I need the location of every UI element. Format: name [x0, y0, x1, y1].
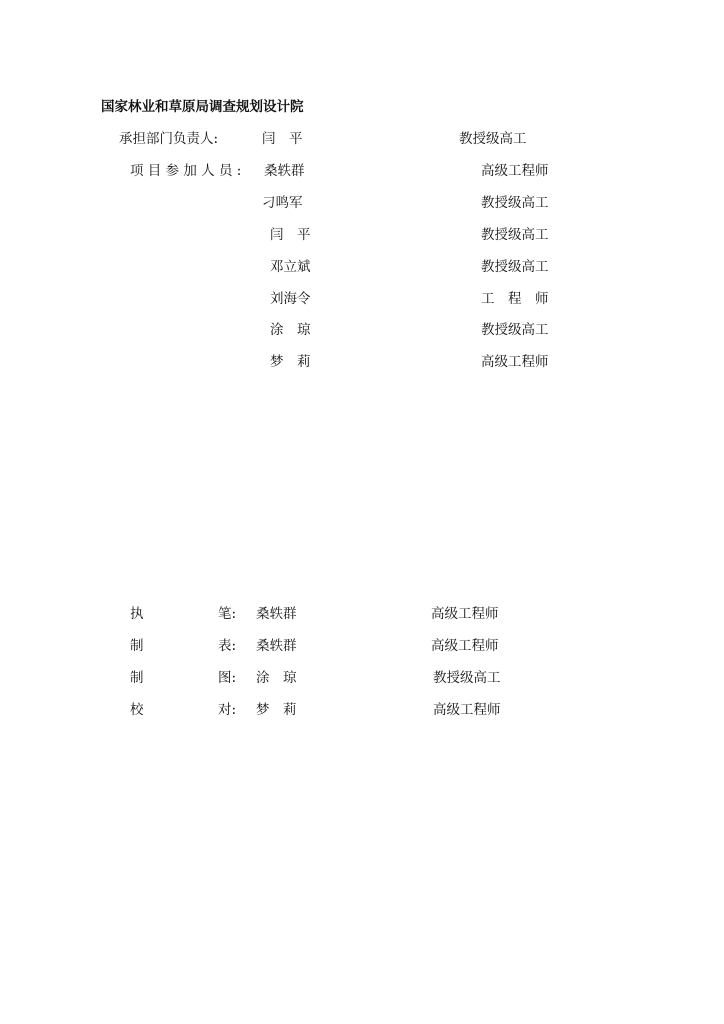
- credit-label-b: 笔:: [218, 606, 237, 622]
- participant-title: 高级工程师: [481, 163, 549, 179]
- participant-title: 教授级高工: [481, 227, 549, 243]
- participant-name: 涂 琼: [270, 322, 311, 338]
- participant-title: 教授级高工: [481, 195, 549, 211]
- credit-title: 教授级高工: [433, 670, 501, 686]
- institute-name: 国家林业和草原局调查规划设计院: [101, 99, 304, 115]
- credit-label-b: 表:: [218, 638, 237, 654]
- credit-title: 高级工程师: [433, 702, 501, 718]
- participant-name: 刁鸣军: [262, 195, 303, 211]
- participants-label: 项 目 参 加 人 员 :: [130, 163, 242, 179]
- credit-name: 梦 莉: [256, 702, 297, 718]
- participant-name: 闫 平: [270, 227, 311, 243]
- credit-title: 高级工程师: [431, 606, 499, 622]
- participant-name: 桑轶群: [264, 163, 305, 179]
- credit-label-a: 制: [130, 638, 144, 654]
- participant-title: 工 程 师: [481, 291, 549, 307]
- credit-label-a: 校: [130, 702, 144, 718]
- participant-name: 邓立斌: [270, 259, 311, 275]
- credit-label-a: 制: [130, 670, 144, 686]
- participant-title: 教授级高工: [481, 259, 549, 275]
- credit-name: 涂 琼: [256, 670, 297, 686]
- participant-title: 教授级高工: [481, 322, 549, 338]
- participant-name: 刘海令: [270, 291, 311, 307]
- head-label: 承担部门负责人:: [119, 131, 219, 147]
- head-title: 教授级高工: [459, 131, 527, 147]
- participant-name: 梦 莉: [270, 354, 311, 370]
- credit-label-a: 执: [130, 606, 144, 622]
- credit-name: 桑轶群: [256, 606, 297, 622]
- head-name: 闫 平: [262, 131, 303, 147]
- credit-label-b: 图:: [218, 670, 237, 686]
- credit-name: 桑轶群: [256, 638, 297, 654]
- participant-title: 高级工程师: [481, 354, 549, 370]
- credit-title: 高级工程师: [431, 638, 499, 654]
- credit-label-b: 对:: [218, 702, 237, 718]
